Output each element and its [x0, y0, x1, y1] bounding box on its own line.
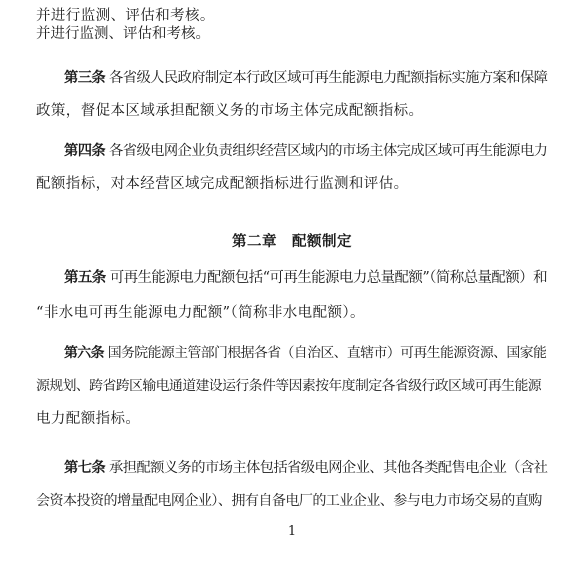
article-7-text-1: 承担配额义务的市场主体包括省级电网企业、其他各类配售电企业（含社	[109, 460, 548, 476]
article-7-label: 第七条	[64, 460, 106, 476]
article-3-line-1	[64, 68, 547, 88]
article-3-label: 第三条	[64, 70, 106, 86]
article-7-line-1	[64, 458, 547, 478]
text-line: 并进行监测、评估和考核。	[36, 8, 215, 24]
article-4-text-1: 各省级电网企业负责组织经营区域内的市场主体完成区域可再生能源电力	[109, 143, 548, 159]
page-number: 1	[287, 524, 297, 539]
article-5-line-2: “非水电可再生能源电力配额”（简称非水电配额）。	[36, 305, 365, 321]
article-4-label: 第四条	[64, 143, 106, 159]
article-3-text-1: 各省级人民政府制定本行政区域可再生能源电力配额指标实施方案和保障	[109, 70, 548, 86]
article-7-line-2: 会资本投资的增量配电网企业）、拥有自备电厂的工业企业、参与电力市场交易的直购	[36, 493, 542, 509]
article-5-line-1	[64, 268, 547, 288]
article-4-line-1	[64, 141, 547, 161]
article-3-line-2: 政策，督促本区域承担配额义务的市场主体完成配额指标。	[36, 103, 424, 119]
article-4-line-2: 配额指标，对本经营区域完成配额指标进行监测和评估。	[36, 176, 409, 192]
chapter-2-heading: 第二章 配额制定	[232, 233, 352, 250]
article-6-label: 第六条	[64, 345, 104, 361]
article-6-line-3: 电力配额指标。	[36, 411, 141, 427]
clipped-text-line: 并进行监测、评估和考核。	[36, 26, 210, 42]
article-6-line-1	[64, 343, 546, 363]
article-6-line-2: 源规划、跨省跨区输电通道建设运行条件等因素按年度制定各省级行政区域可再生能源	[36, 378, 542, 394]
article-6-text-1: 国务院能源主管部门根据各省（自治区、直辖市）可再生能源资源、国家能	[107, 345, 547, 361]
article-5-label: 第五条	[64, 269, 106, 286]
article-5-text-1: 可再生能源电力配额包括“可再生能源电力总量配额”（简称总量配额）和	[109, 270, 547, 286]
